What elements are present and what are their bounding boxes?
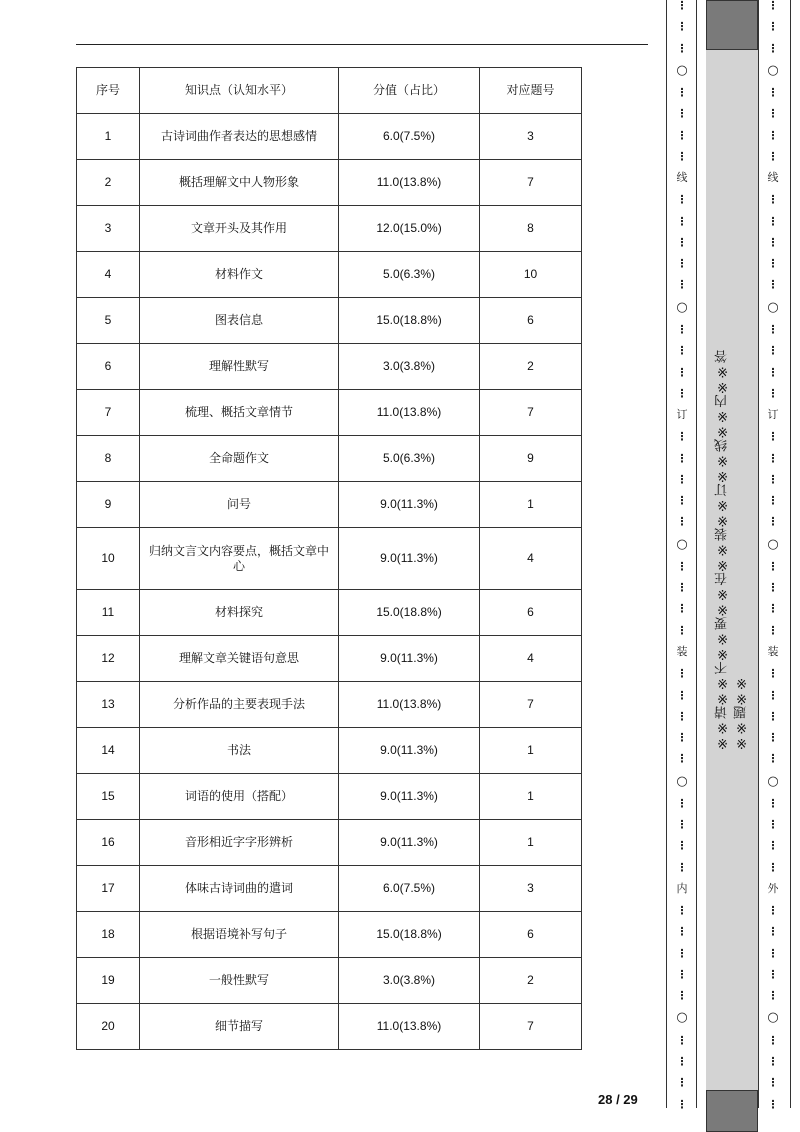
cell-score: 9.0(11.3%) [339, 774, 480, 820]
binding-notice: ※※请※※不※※要※※在※※装※※订※※线※※内※※答※※题※※ [715, 349, 749, 750]
binding-inner-dots: ⋮ [676, 149, 688, 163]
binding-inner-dots: ⋮ [676, 559, 688, 573]
cell-score: 11.0(13.8%) [339, 160, 480, 206]
cell-score: 9.0(11.3%) [339, 728, 480, 774]
binding-outer-label: 外 [767, 881, 779, 895]
binding-outer-dots: ⋮ [767, 193, 779, 207]
table-row [77, 958, 582, 1004]
binding-outer-dots: ⋮ [767, 796, 779, 810]
binding-line-outer [758, 0, 759, 1108]
cell-question-number: 1 [480, 820, 582, 866]
binding-line-outer-2 [790, 0, 791, 1108]
binding-strip-top-block [706, 0, 758, 50]
binding-outer-dots: ⋮ [767, 41, 779, 55]
binding-outer-dots: ⋮ [767, 946, 779, 960]
cell-score: 3.0(3.8%) [339, 344, 480, 390]
cell-question-number: 3 [480, 866, 582, 912]
binding-inner-dots: ⋮ [676, 602, 688, 616]
cell-score: 11.0(13.8%) [339, 682, 480, 728]
binding-line-inner [666, 0, 667, 1108]
binding-outer-dots: ⋮ [767, 860, 779, 874]
cell-question-number: 2 [480, 344, 582, 390]
binding-outer-dots: ⋮ [767, 278, 779, 292]
table-row [77, 482, 582, 528]
cell-score: 3.0(3.8%) [339, 958, 480, 1004]
cell-index: 7 [77, 390, 140, 436]
binding-inner-dots: ⋮ [676, 515, 688, 529]
binding-outer-dots: ⋮ [767, 667, 779, 681]
cell-question-number: 2 [480, 958, 582, 1004]
binding-inner-dots: ⋮ [676, 860, 688, 874]
binding-inner-dots: ⋮ [676, 214, 688, 228]
cell-knowledge-point: 理解性默写 [140, 344, 339, 390]
binding-outer-dots: ⋮ [767, 1055, 779, 1069]
binding-outer-dots: ⋮ [767, 386, 779, 400]
cell-index: 12 [77, 636, 140, 682]
binding-outer-dots: ⋮ [767, 365, 779, 379]
binding-outer-label: 订 [767, 408, 779, 422]
table-row [77, 590, 582, 636]
cell-index: 14 [77, 728, 140, 774]
cell-question-number: 3 [480, 114, 582, 160]
binding-outer-label: 线 [767, 171, 779, 185]
cell-question-number: 1 [480, 728, 582, 774]
binding-column-inner [673, 0, 691, 1110]
table-row [77, 1004, 582, 1050]
cell-index: 18 [77, 912, 140, 958]
page-number: 28 / 29 [598, 1092, 638, 1107]
binding-inner-dots: ⋮ [676, 818, 688, 832]
binding-inner-dots: ⋮ [676, 322, 688, 336]
cell-knowledge-point: 问号 [140, 482, 339, 528]
cell-index: 2 [77, 160, 140, 206]
table-row [77, 912, 582, 958]
binding-strip-bottom-block [706, 1090, 758, 1132]
binding-inner-dots: ⋮ [676, 623, 688, 637]
binding-inner-label: 内 [676, 881, 688, 895]
cell-question-number: 7 [480, 390, 582, 436]
binding-inner-dots: ⋮ [676, 752, 688, 766]
binding-inner-circle-mark: ○ [676, 1010, 688, 1026]
binding-outer-circle-mark: ○ [767, 536, 779, 552]
binding-column-outer [764, 0, 782, 1110]
binding-outer-dots: ⋮ [767, 472, 779, 486]
binding-outer-dots: ⋮ [767, 451, 779, 465]
binding-inner-dots: ⋮ [676, 1033, 688, 1047]
binding-inner-dots: ⋮ [676, 688, 688, 702]
table-row [77, 252, 582, 298]
binding-outer-label: 装 [767, 644, 779, 658]
binding-inner-circle-mark: ○ [676, 536, 688, 552]
table-row [77, 114, 582, 160]
cell-question-number: 4 [480, 636, 582, 682]
binding-outer-dots: ⋮ [767, 1033, 779, 1047]
table-row [77, 636, 582, 682]
cell-knowledge-point: 分析作品的主要表现手法 [140, 682, 339, 728]
binding-outer-dots: ⋮ [767, 494, 779, 508]
cell-score: 5.0(6.3%) [339, 252, 480, 298]
cell-index: 20 [77, 1004, 140, 1050]
cell-knowledge-point: 古诗词曲作者表达的思想感情 [140, 114, 339, 160]
cell-index: 9 [77, 482, 140, 528]
cell-score: 5.0(6.3%) [339, 436, 480, 482]
header-rule [76, 44, 648, 45]
cell-index: 6 [77, 344, 140, 390]
binding-inner-dots: ⋮ [676, 193, 688, 207]
binding-outer-dots: ⋮ [767, 752, 779, 766]
cell-score: 6.0(7.5%) [339, 866, 480, 912]
cell-knowledge-point: 材料探究 [140, 590, 339, 636]
cell-index: 13 [77, 682, 140, 728]
binding-outer-dots: ⋮ [767, 731, 779, 745]
cell-knowledge-point: 全命题作文 [140, 436, 339, 482]
binding-inner-dots: ⋮ [676, 107, 688, 121]
cell-question-number: 7 [480, 1004, 582, 1050]
binding-outer-dots: ⋮ [767, 1076, 779, 1090]
cell-knowledge-point: 词语的使用（搭配） [140, 774, 339, 820]
cell-index: 11 [77, 590, 140, 636]
binding-outer-dots: ⋮ [767, 20, 779, 34]
binding-outer-dots: ⋮ [767, 967, 779, 981]
cell-score: 9.0(11.3%) [339, 636, 480, 682]
binding-inner-dots: ⋮ [676, 344, 688, 358]
binding-outer-dots: ⋮ [767, 623, 779, 637]
cell-score: 11.0(13.8%) [339, 390, 480, 436]
binding-inner-dots: ⋮ [676, 0, 688, 12]
table-row [77, 682, 582, 728]
binding-outer-dots: ⋮ [767, 925, 779, 939]
binding-outer-dots: ⋮ [767, 989, 779, 1003]
cell-index: 5 [77, 298, 140, 344]
table-body [77, 114, 582, 1050]
binding-inner-dots: ⋮ [676, 430, 688, 444]
cell-knowledge-point: 一般性默写 [140, 958, 339, 1004]
cell-question-number: 10 [480, 252, 582, 298]
cell-score: 9.0(11.3%) [339, 528, 480, 590]
binding-inner-dots: ⋮ [676, 1055, 688, 1069]
binding-outer-dots: ⋮ [767, 839, 779, 853]
cell-question-number: 9 [480, 436, 582, 482]
cell-question-number: 8 [480, 206, 582, 252]
binding-inner-dots: ⋮ [676, 1076, 688, 1090]
cell-index: 15 [77, 774, 140, 820]
cell-question-number: 6 [480, 298, 582, 344]
table-row [77, 206, 582, 252]
cell-index: 17 [77, 866, 140, 912]
binding-inner-dots: ⋮ [676, 967, 688, 981]
binding-outer-dots: ⋮ [767, 257, 779, 271]
cell-knowledge-point: 书法 [140, 728, 339, 774]
binding-outer-dots: ⋮ [767, 86, 779, 100]
cell-question-number: 6 [480, 912, 582, 958]
binding-outer-dots: ⋮ [767, 430, 779, 444]
binding-inner-dots: ⋮ [676, 472, 688, 486]
cell-knowledge-point: 体味古诗词曲的遣词 [140, 866, 339, 912]
table-row [77, 160, 582, 206]
binding-inner-dots: ⋮ [676, 989, 688, 1003]
binding-outer-dots: ⋮ [767, 0, 779, 12]
binding-inner-dots: ⋮ [676, 20, 688, 34]
cell-score: 15.0(18.8%) [339, 298, 480, 344]
cell-score: 11.0(13.8%) [339, 1004, 480, 1050]
binding-inner-circle-mark: ○ [676, 773, 688, 789]
binding-inner-dots: ⋮ [676, 278, 688, 292]
binding-line-inner-2 [696, 0, 697, 1108]
binding-outer-dots: ⋮ [767, 904, 779, 918]
cell-knowledge-point: 音形相近字字形辨析 [140, 820, 339, 866]
binding-inner-dots: ⋮ [676, 1097, 688, 1111]
cell-knowledge-point: 材料作文 [140, 252, 339, 298]
binding-inner-dots: ⋮ [676, 257, 688, 271]
cell-score: 6.0(7.5%) [339, 114, 480, 160]
binding-inner-dots: ⋮ [676, 451, 688, 465]
binding-inner-dots: ⋮ [676, 128, 688, 142]
binding-outer-circle-mark: ○ [767, 773, 779, 789]
table-header-row [77, 68, 582, 114]
cell-index: 8 [77, 436, 140, 482]
binding-inner-dots: ⋮ [676, 581, 688, 595]
binding-outer-dots: ⋮ [767, 602, 779, 616]
cell-score: 9.0(11.3%) [339, 820, 480, 866]
table-row [77, 390, 582, 436]
cell-knowledge-point: 理解文章关键语句意思 [140, 636, 339, 682]
binding-inner-circle-mark: ○ [676, 62, 688, 78]
cell-knowledge-point: 文章开头及其作用 [140, 206, 339, 252]
table-row [77, 820, 582, 866]
binding-outer-dots: ⋮ [767, 581, 779, 595]
binding-outer-dots: ⋮ [767, 344, 779, 358]
cell-knowledge-point: 细节描写 [140, 1004, 339, 1050]
binding-inner-dots: ⋮ [676, 386, 688, 400]
binding-inner-dots: ⋮ [676, 667, 688, 681]
binding-outer-dots: ⋮ [767, 709, 779, 723]
table-row [77, 436, 582, 482]
binding-outer-dots: ⋮ [767, 1097, 779, 1111]
binding-outer-dots: ⋮ [767, 559, 779, 573]
header-question-number: 对应题号 [480, 68, 582, 114]
binding-inner-dots: ⋮ [676, 796, 688, 810]
cell-index: 4 [77, 252, 140, 298]
binding-outer-dots: ⋮ [767, 235, 779, 249]
cell-question-number: 1 [480, 482, 582, 528]
header-score: 分值（占比） [339, 68, 480, 114]
header-index: 序号 [77, 68, 140, 114]
cell-score: 12.0(15.0%) [339, 206, 480, 252]
binding-outer-dots: ⋮ [767, 149, 779, 163]
binding-inner-dots: ⋮ [676, 839, 688, 853]
cell-index: 19 [77, 958, 140, 1004]
cell-knowledge-point: 归纳文言文内容要点，概括文章中心 [140, 528, 339, 590]
table-row [77, 866, 582, 912]
binding-inner-label: 订 [676, 408, 688, 422]
binding-inner-dots: ⋮ [676, 235, 688, 249]
cell-index: 10 [77, 528, 140, 590]
cell-question-number: 4 [480, 528, 582, 590]
cell-question-number: 7 [480, 682, 582, 728]
binding-inner-label: 装 [676, 644, 688, 658]
cell-index: 16 [77, 820, 140, 866]
binding-inner-dots: ⋮ [676, 925, 688, 939]
cell-score: 15.0(18.8%) [339, 912, 480, 958]
binding-inner-label: 线 [676, 171, 688, 185]
cell-index: 1 [77, 114, 140, 160]
binding-inner-dots: ⋮ [676, 731, 688, 745]
binding-outer-circle-mark: ○ [767, 1010, 779, 1026]
table-row [77, 298, 582, 344]
table-row [77, 728, 582, 774]
binding-inner-dots: ⋮ [676, 904, 688, 918]
binding-inner-dots: ⋮ [676, 86, 688, 100]
binding-outer-dots: ⋮ [767, 688, 779, 702]
table-row [77, 774, 582, 820]
binding-outer-circle-mark: ○ [767, 62, 779, 78]
binding-outer-dots: ⋮ [767, 322, 779, 336]
binding-inner-dots: ⋮ [676, 494, 688, 508]
binding-inner-dots: ⋮ [676, 41, 688, 55]
binding-inner-dots: ⋮ [676, 946, 688, 960]
cell-score: 9.0(11.3%) [339, 482, 480, 528]
cell-question-number: 7 [480, 160, 582, 206]
binding-outer-dots: ⋮ [767, 128, 779, 142]
table-row [77, 528, 582, 590]
table-row [77, 344, 582, 390]
cell-index: 3 [77, 206, 140, 252]
cell-knowledge-point: 图表信息 [140, 298, 339, 344]
cell-knowledge-point: 梳理、概括文章情节 [140, 390, 339, 436]
binding-outer-dots: ⋮ [767, 515, 779, 529]
cell-question-number: 1 [480, 774, 582, 820]
knowledge-table [76, 67, 582, 1050]
header-knowledge-point: 知识点（认知水平） [140, 68, 339, 114]
binding-inner-circle-mark: ○ [676, 299, 688, 315]
cell-score: 15.0(18.8%) [339, 590, 480, 636]
binding-outer-circle-mark: ○ [767, 299, 779, 315]
binding-outer-dots: ⋮ [767, 107, 779, 121]
cell-question-number: 6 [480, 590, 582, 636]
binding-inner-dots: ⋮ [676, 365, 688, 379]
cell-knowledge-point: 概括理解文中人物形象 [140, 160, 339, 206]
cell-knowledge-point: 根据语境补写句子 [140, 912, 339, 958]
binding-inner-dots: ⋮ [676, 709, 688, 723]
binding-outer-dots: ⋮ [767, 214, 779, 228]
binding-outer-dots: ⋮ [767, 818, 779, 832]
